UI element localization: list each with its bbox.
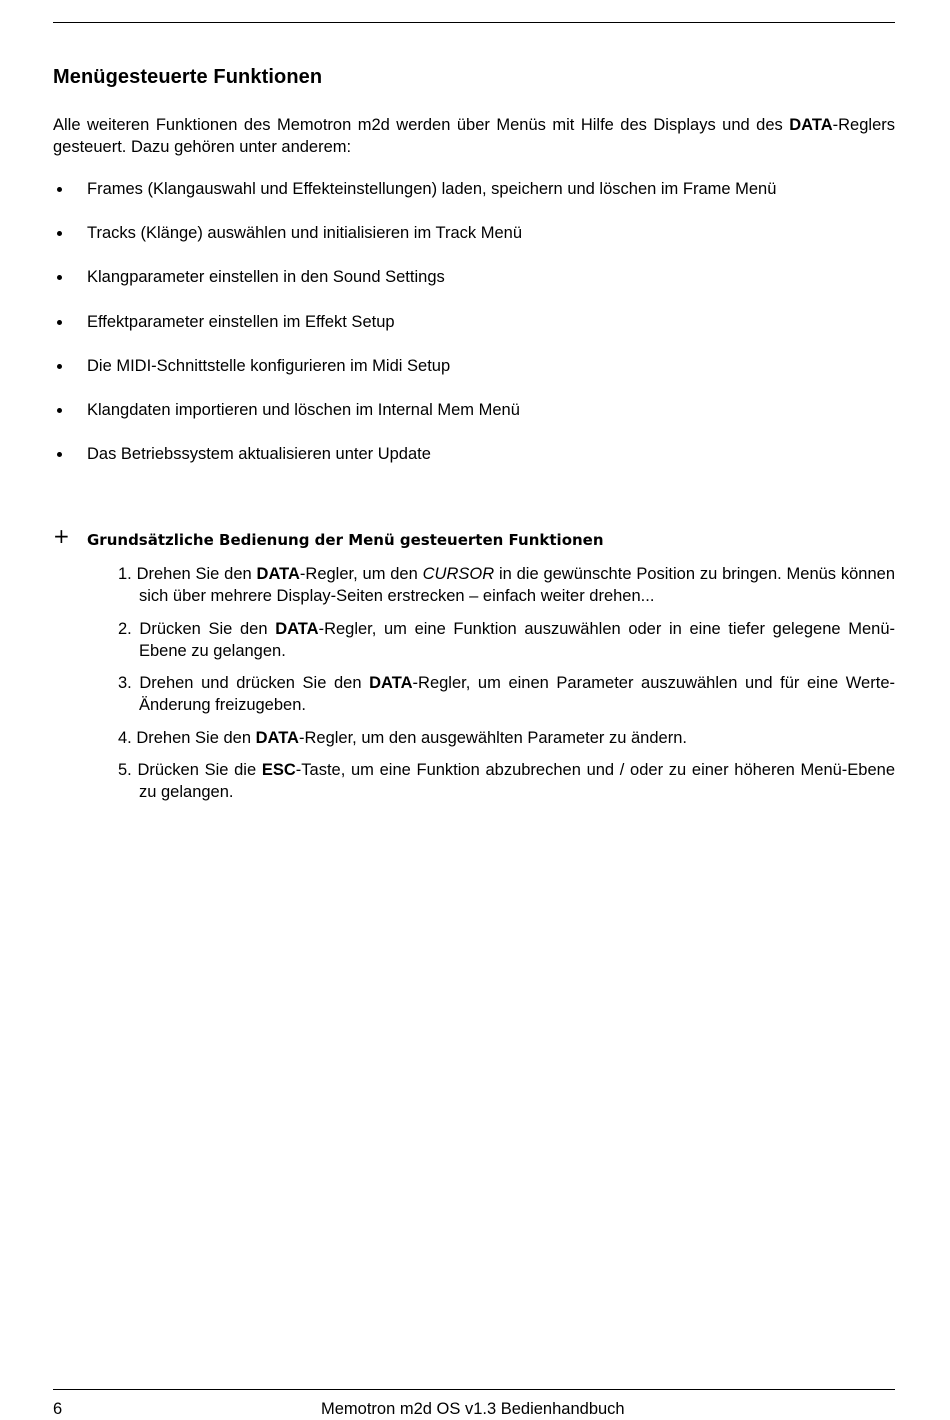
list-item-text: Frames (Klangauswahl und Effekteinstellungen) laden, speichern und löschen im Frame Menü [87,180,777,198]
list-item [53,266,895,310]
header-rule [53,22,895,23]
list-item [53,222,895,266]
step-item [118,672,895,716]
step-text: 1. Drehen Sie den [118,565,257,583]
list-item-text: Das Betriebssystem aktualisieren unter Update [87,445,431,464]
footer-rule [53,1389,895,1390]
subsection-title: Grundsätzliche Bedienung der Menü gesteuerten Funktionen [87,531,604,549]
step-text: -Regler, um den [299,565,423,583]
list-item-text: Effektparameter einstellen im Effekt Setup [87,312,395,331]
step-bold-term: DATA [369,674,413,692]
bullet-icon [57,187,62,192]
step-text: 5. Drücken Sie die [118,761,262,779]
step-bold-term: ESC [261,761,296,779]
step-bold-term: DATA [255,728,299,747]
bullet-icon [57,275,62,280]
step-bold-term: DATA [275,619,319,638]
list-item [53,178,895,222]
list-item-text: Klangparameter einstellen in den Sound Settings [87,268,445,287]
bullet-icon [57,408,62,413]
step-bold-term: DATA [256,565,300,583]
step-text: in die gewünschte Position zu bringen. Menüs können sich über mehrere Display-Seiten erstrecken – einfach weiter drehen... [139,565,895,605]
plus-icon: + [53,524,70,548]
intro-paragraph [53,114,895,158]
intro-bold-term: DATA [789,116,833,134]
bullet-icon [57,364,62,369]
list-item-text: Klangdaten importieren und löschen im Internal Mem Menü [87,400,520,419]
list-item [53,443,895,487]
step-text: 2. Drücken Sie den [118,619,276,638]
step-text: -Taste, um eine Funktion abzubrechen und / oder zu einer höheren Menü-Ebene zu gelangen. [139,761,896,801]
step-italic-term: CURSOR [422,565,495,583]
intro-text: Alle weiteren Funktionen des Memotron m2d werden über Menüs mit Hilfe des Displays und des [53,116,790,134]
step-text: 4. Drehen Sie den [118,728,256,747]
bullet-icon [57,231,62,236]
feature-list [53,178,895,487]
step-text: 3. Drehen und drücken Sie den [118,674,370,692]
page-number: 6 [53,1400,63,1418]
list-item-text: Tracks (Klänge) auswählen und initialisieren im Track Menü [87,224,522,243]
list-item [53,355,895,399]
list-item [53,311,895,355]
intro-text-end: -Reglers gesteuert. Dazu gehören unter anderem: [53,116,895,156]
step-item [118,759,895,803]
step-item [118,727,895,749]
step-text: -Regler, um einen Parameter auszuwählen und für eine Werte-Änderung freizugeben. [139,674,895,714]
step-text: -Regler, um eine Funktion auszuwählen oder in eine tiefer gelegene Menü-Ebene zu gelangen. [139,619,895,660]
list-item [53,399,895,443]
section-heading: Menügesteuerte Funktionen [53,66,323,88]
page-footer [53,1400,895,1420]
step-item [118,618,895,662]
steps-list [118,563,895,814]
step-text: -Regler, um den ausgewählten Parameter zu ändern. [298,728,687,747]
bullet-icon [57,452,62,457]
step-item [118,563,895,607]
bullet-icon [57,320,62,325]
list-item-text: Die MIDI-Schnittstelle konfigurieren im Midi Setup [87,356,451,375]
document-title: Memotron m2d OS v1.3 Bedienhandbuch [321,1400,625,1418]
